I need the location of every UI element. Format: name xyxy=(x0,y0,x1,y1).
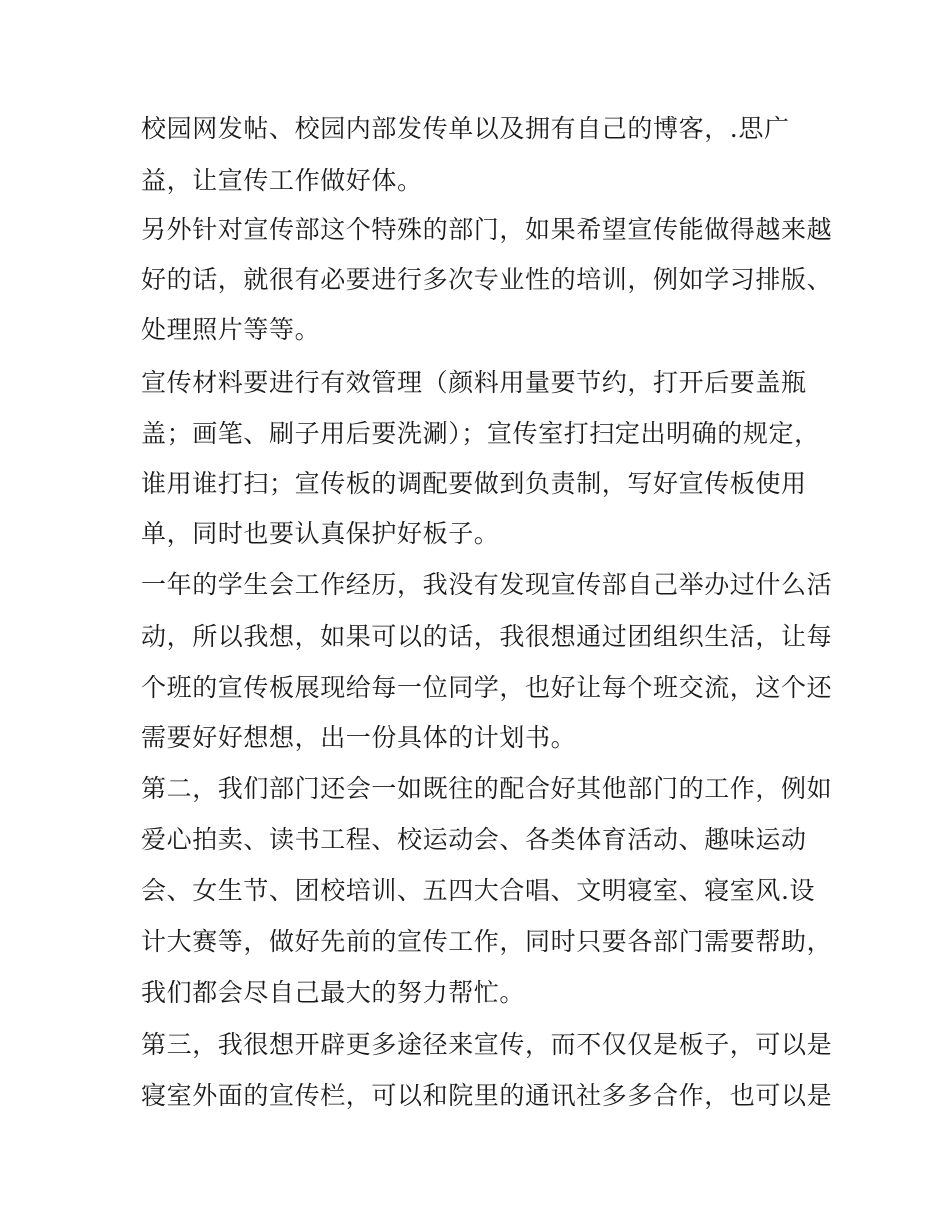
text-line: 会、女生节、团校培训、五四大合唱、文明寝室、寝室风.设 xyxy=(141,876,816,905)
text-line: 计大赛等，做好先前的宣传工作，同时只要各部门需要帮助， xyxy=(141,927,833,956)
text-line: 盖；画笔、刷子用后要洗涮）；宣传室打扫定出明确的规定， xyxy=(141,419,820,448)
text-line: 另外针对宣传部这个特殊的部门，如果希望宣传能做得越来越 xyxy=(141,215,833,244)
text-line: 一年的学生会工作经历，我没有发现宣传部自己举办过什么活 xyxy=(141,570,833,599)
text-line: 第二，我们部门还会一如既往的配合好其他部门的工作，例如 xyxy=(141,774,833,803)
text-line: 动，所以我想，如果可以的话，我很想通过团组织生活，让每 xyxy=(141,622,833,651)
text-line: 个班的宣传板展现给每一位同学，也好让每个班交流，这个还 xyxy=(141,673,833,702)
text-line: 爱心拍卖、读书工程、校运动会、各类体育活动、趣味运动 xyxy=(141,825,807,854)
text-line: 宣传材料要进行有效管理（颜料用量要节约，打开后要盖瓶 xyxy=(141,368,807,397)
text-line: 第三，我很想开辟更多途径来宣传，而不仅仅是板子，可以是 xyxy=(141,1030,833,1059)
text-line: 需要好好想想，出一份具体的计划书。 xyxy=(141,723,577,752)
text-line: 单，同时也要认真保护好板子。 xyxy=(141,519,500,548)
text-line: 好的话，就很有必要进行多次专业性的培训，例如学习排版、 xyxy=(141,265,833,294)
text-line: 寝室外面的宣传栏，可以和院里的通讯社多多合作，也可以是 xyxy=(141,1081,833,1110)
text-line: 益，让宣传工作做好体。 xyxy=(141,166,423,195)
text-line: 处理照片等等。 xyxy=(141,315,321,344)
text-line: 我们都会尽自己最大的努力帮忙。 xyxy=(141,978,526,1007)
text-line: 谁用谁打扫；宣传板的调配要做到负责制，写好宣传板使用 xyxy=(141,469,807,498)
text-line: 校园网发帖、校园内部发传单以及拥有自己的博客，.思广 xyxy=(141,114,790,143)
